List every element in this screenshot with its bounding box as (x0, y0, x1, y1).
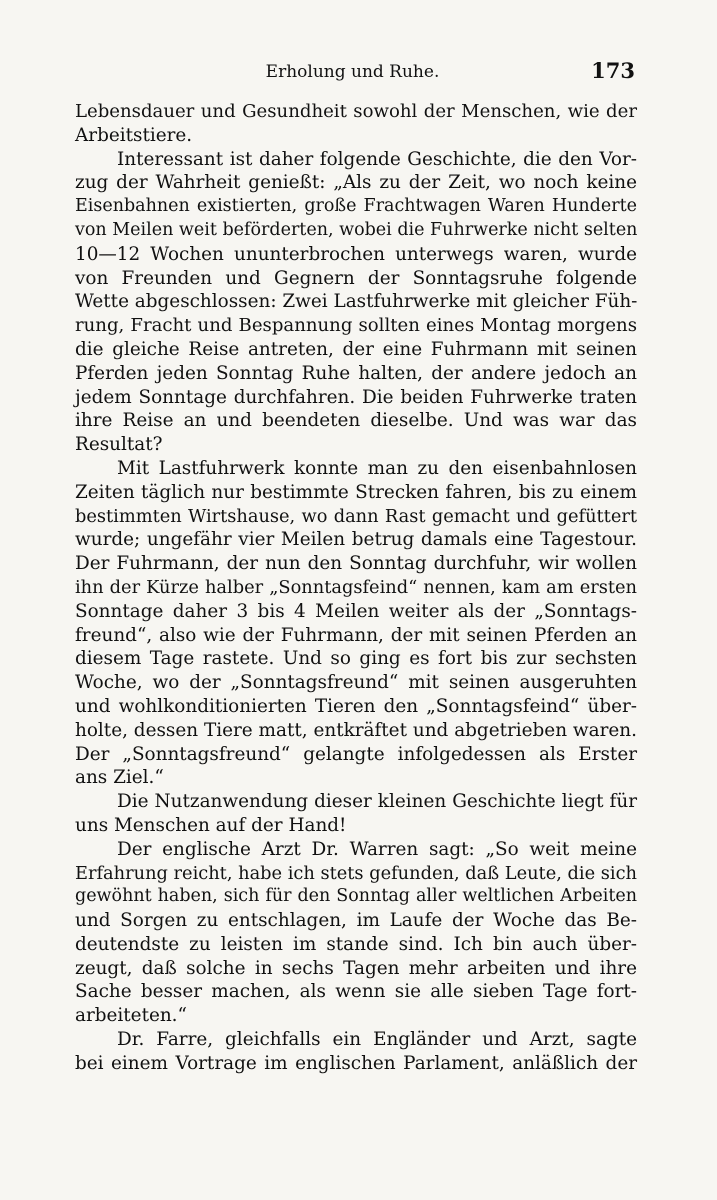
text-line: Mit Lastfuhrwerk konnte man zu den eisenbahnlosen (117, 457, 637, 479)
text-line: freund“, also wie der Fuhrmann, der mit seinen Pferden an (75, 624, 637, 646)
text-line: Erfahrung reicht, habe ich stets gefunden, daß Leute, die sich (75, 862, 637, 884)
text-line: ans Ziel.“ (75, 767, 164, 789)
text-line: ihn der Kürze halber „Sonntagsfeind“ nennen, kam am ersten (75, 576, 637, 598)
text-line: diesem Tage rastete. Und so ging es fort bis zur sechsten (75, 648, 637, 670)
text-line: gewöhnt haben, sich für den Sonntag aller weltlichen Arbeiten (75, 886, 637, 907)
running-head-title: Erholung und Ruhe. (265, 62, 440, 82)
text-line: deutendste zu leisten im stande sind. Ich bin auch über- (75, 933, 637, 955)
text-line: bestimmten Wirtshause, wo dann Rast gemacht und gefüttert (75, 505, 637, 527)
text-line: 10—12 Wochen ununterbrochen unterwegs waren, wurde (75, 243, 637, 265)
text-line: Wette abgeschlossen: Zwei Lastfuhrwerke mit gleicher Füh- (75, 291, 638, 313)
text-line: Interessant ist daher folgende Geschichte, die den Vor- (117, 148, 637, 170)
text-line: wurde; ungefähr vier Meilen betrug damals eine Tagestour. (75, 529, 637, 551)
text-line: von Freunden und Gegnern der Sonntagsruhe folgende (75, 267, 637, 289)
text-line: und wohlkonditionierten Tieren den „Sonntagsfeind“ über- (75, 695, 637, 717)
text-line: uns Menschen auf der Hand! (75, 814, 347, 836)
text-line: bei einem Vortrage im englischen Parlament, anläßlich der (75, 1052, 637, 1074)
text-line: Dr. Farre, gleichfalls ein Engländer und Arzt, sagte (117, 1029, 637, 1051)
text-line: und Sorgen zu entschlagen, im Laufe der Woche das Be- (75, 910, 637, 932)
text-line: von Meilen weit beförderten, wobei die Fuhrwerke nicht selten (75, 219, 638, 240)
text-line: ihre Reise an und beendeten dieselbe. Und was war das (75, 410, 637, 432)
text-line: holte, dessen Tiere matt, entkräftet und abgetrieben waren. (75, 719, 637, 741)
text-line: Arbeitstiere. (75, 124, 193, 146)
text-line: Der Fuhrmann, der nun den Sonntag durchfuhr, wir wollen (75, 553, 637, 575)
text-line: die gleiche Reise antreten, der eine Fuhrmann mit seinen (75, 338, 637, 360)
text-line: Der „Sonntagsfreund“ gelangte infolgedessen als Erster (75, 743, 637, 765)
text-line: zeugt, daß solche in sechs Tagen mehr arbeiten und ihre (75, 957, 637, 979)
text-line: Sache besser machen, als wenn sie alle sieben Tage fort- (75, 981, 637, 1003)
text-line: Der englische Arzt Dr. Warren sagt: „So weit meine (117, 838, 637, 860)
text-line: Resultat? (75, 434, 163, 456)
text-line: Die Nutzanwendung dieser kleinen Geschichte liegt für (117, 791, 637, 813)
text-line: Lebensdauer und Gesundheit sowohl der Menschen, wie der (75, 101, 637, 122)
text-line: Zeiten täglich nur bestimmte Strecken fahren, bis zu einem (75, 481, 637, 503)
body-text (75, 100, 637, 1076)
text-line: Pferden jeden Sonntag Ruhe halten, der andere jedoch an (75, 362, 637, 384)
text-line: Eisenbahnen existierten, große Frachtwagen Waren Hunderte (75, 196, 637, 217)
text-line: Woche, wo der „Sonntagsfreund“ mit seinen ausgeruhten (75, 672, 637, 694)
text-line: zug der Wahrheit genießt: „Als zu der Zeit, wo noch keine (75, 172, 637, 194)
text-line: Sonntage daher 3 bis 4 Meilen weiter als der „Sonntags- (75, 600, 637, 622)
running-head (70, 58, 635, 88)
page-number: 173 (591, 58, 635, 83)
text-line: jedem Sonntage durchfahren. Die beiden Fuhrwerke traten (75, 386, 637, 408)
text-line: arbeiteten.“ (75, 1005, 187, 1027)
text-line: rung, Fracht und Bespannung sollten eines Montag morgens (75, 315, 637, 337)
